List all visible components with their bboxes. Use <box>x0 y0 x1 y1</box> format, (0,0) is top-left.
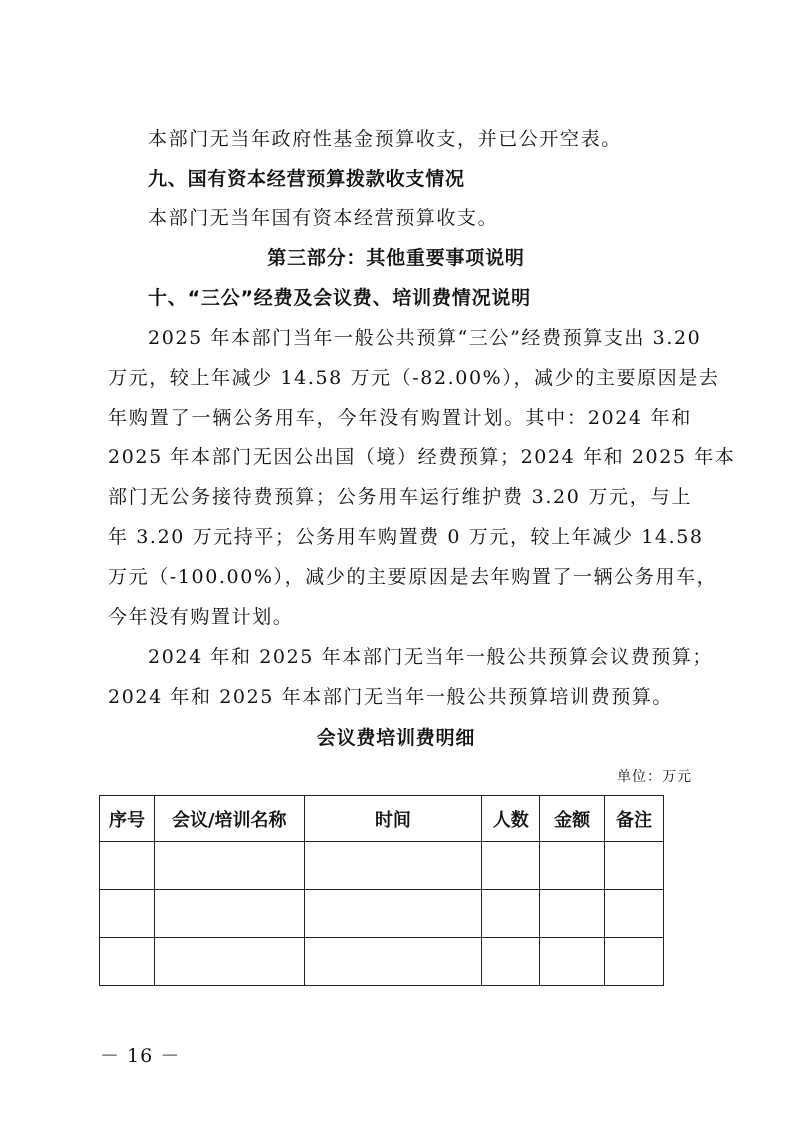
table-cell <box>100 938 155 986</box>
table-cell <box>304 842 482 890</box>
paragraph-state-capital: 本部门无当年国有资本经营预算收支。 <box>148 207 499 229</box>
header-cell-amount: 金额 <box>540 796 605 842</box>
header-cell-count: 人数 <box>482 796 540 842</box>
header-cell-time: 时间 <box>304 796 482 842</box>
table-header-row <box>100 796 664 842</box>
paragraph-three-public-line: 万元（-100.00%），减少的主要原因是去年购置了一辆公务用车， <box>108 566 718 588</box>
header-cell-index: 序号 <box>100 796 155 842</box>
header-cell-name: 会议/培训名称 <box>154 796 304 842</box>
table-cell <box>154 938 304 986</box>
paragraph-three-public-line: 部门无公务接待费预算；公务用车运行维护费 3.20 万元，与上 <box>108 486 692 508</box>
table-cell <box>100 890 155 938</box>
paragraph-meeting-training-line: 2024 年和 2025 年本部门无当年一般公共预算会议费预算； <box>148 646 714 668</box>
paragraph-three-public-line: 年 3.20 万元持平；公务用车购置费 0 万元，较上年减少 14.58 <box>108 526 704 548</box>
paragraph-three-public-line: 万元，较上年减少 14.58 万元（-82.00%），减少的主要原因是去 <box>108 367 720 389</box>
table-row <box>100 938 664 986</box>
meeting-training-table <box>99 795 664 986</box>
table-title: 会议费培训费明细 <box>316 727 476 749</box>
page-number: － 16 － <box>100 1045 181 1067</box>
paragraph-three-public-line: 今年没有购置计划。 <box>108 606 294 628</box>
table-cell <box>482 890 540 938</box>
table-cell <box>304 938 482 986</box>
paragraph-government-fund: 本部门无当年政府性基金预算收支，并已公开空表。 <box>148 128 622 150</box>
table-cell <box>605 890 664 938</box>
table-cell <box>100 842 155 890</box>
table-cell <box>154 842 304 890</box>
table-cell <box>154 890 304 938</box>
paragraph-three-public-line: 2025 年本部门当年一般公共预算“三公”经费预算支出 3.20 <box>148 327 702 349</box>
unit-label: 单位：万元 <box>617 769 692 785</box>
section-heading-9: 九、国有资本经营预算拨款收支情况 <box>148 168 465 190</box>
table-cell <box>540 890 605 938</box>
section-heading-10: 十、“三公”经费及会议费、培训费情况说明 <box>148 287 531 309</box>
header-cell-remark: 备注 <box>605 796 664 842</box>
table-cell <box>540 842 605 890</box>
paragraph-three-public-line: 年购置了一辆公务用车，今年没有购置计划。其中：2024 年和 <box>108 407 692 429</box>
part-three-heading: 第三部分：其他重要事项说明 <box>267 247 525 269</box>
table-cell <box>482 842 540 890</box>
table-cell <box>540 938 605 986</box>
table-row <box>100 890 664 938</box>
paragraph-three-public-line: 2025 年本部门无因公出国（境）经费预算；2024 年和 2025 年本 <box>108 446 736 468</box>
table-cell <box>605 938 664 986</box>
table-cell <box>482 938 540 986</box>
table-cell <box>304 890 482 938</box>
table-row <box>100 842 664 890</box>
table-cell <box>605 842 664 890</box>
paragraph-meeting-training-line: 2024 年和 2025 年本部门无当年一般公共预算培训费预算。 <box>108 686 674 708</box>
